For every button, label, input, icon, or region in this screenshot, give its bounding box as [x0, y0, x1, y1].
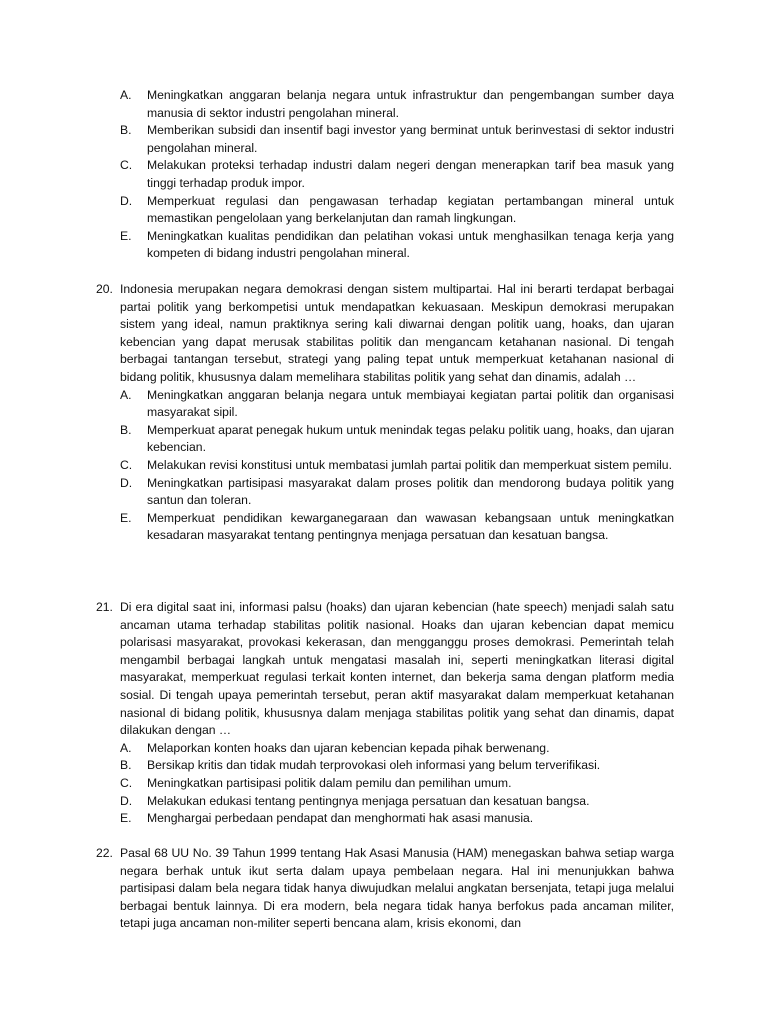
option-d[interactable] — [120, 193, 674, 228]
option-c[interactable] — [120, 457, 674, 475]
option-letter: A. — [120, 88, 132, 102]
option-text: Memperkuat aparat penegak hukum untuk menindak tegas pelaku politik uang, hoaks, dan ujaran kebencian. — [147, 422, 674, 455]
option-text: Melakukan proteksi terhadap industri dalam negeri dengan menerapkan tarif bea masuk yang tinggi terhadap produk impor. — [147, 158, 674, 190]
option-a[interactable] — [120, 740, 674, 758]
option-text: Menghargai perbedaan pendapat dan menghormati hak asasi manusia. — [147, 811, 534, 826]
option-letter: B. — [120, 422, 132, 437]
option-letter: A. — [120, 387, 132, 402]
option-letter: D. — [120, 793, 133, 808]
option-letter: E. — [120, 510, 132, 525]
option-letter: D. — [120, 475, 133, 490]
question-19-options — [120, 87, 674, 263]
option-e[interactable] — [120, 228, 674, 263]
option-c[interactable] — [120, 157, 674, 192]
option-text: Memberikan subsidi dan insentif bagi investor yang berminat untuk berinvestasi di sektor industri pengolahan mineral. — [147, 123, 674, 155]
question-text: Pasal 68 UU No. 39 Tahun 1999 tentang Hak Asasi Manusia (HAM) menegaskan bahwa setiap warga negara berhak untuk ikut serta dalam upaya pembelaan negara. Hal ini menunjukkan bahwa partisipasi dalam bela negara tidak hanya diwujudkan melalui angkatan bersenjata, tetapi juga melalui berbagai bentuk lainnya. Di era modern, bela negara tidak hanya berfokus pada ancaman militer, tetapi juga ancaman non-militer seperti bencana alam, krisis ekonomi, dan — [120, 846, 674, 931]
option-text: Melakukan revisi konstitusi untuk membatasi jumlah partai politik dan memperkuat sistem pemilu. — [147, 457, 672, 472]
option-letter: C. — [120, 457, 133, 472]
option-letter: B. — [120, 123, 132, 138]
question-20-options — [120, 387, 674, 545]
option-d[interactable] — [120, 793, 674, 811]
question-21-options — [120, 740, 674, 828]
option-letter: D. — [120, 193, 133, 208]
option-e[interactable] — [120, 510, 674, 545]
question-22 — [96, 845, 674, 933]
question-number: 21. — [96, 600, 113, 614]
option-letter: C. — [120, 775, 133, 790]
option-letter: A. — [120, 740, 132, 755]
option-b[interactable] — [120, 122, 674, 157]
option-text: Meningkatkan anggaran belanja negara untuk infrastruktur dan pengembangan sumber daya manusia di sektor industri pengolahan mineral. — [147, 88, 674, 120]
option-text: Melaporkan konten hoaks dan ujaran kebencian kepada pihak berwenang. — [147, 740, 550, 755]
question-text: Indonesia merupakan negara demokrasi dengan sistem multipartai. Hal ini berarti terdapat berbagai partai politik yang berkompetisi untuk mendapatkan kekuasaan. Meskipun demokrasi merupakan sistem yang ideal, namun praktiknya sering kali diwarnai dengan politik uang, hoaks, dan ujaran kebencian yang dapat merusak stabilitas politik dan mengancam ketahanan nasional. Di tengah berbagai tantangan tersebut, strategi yang paling tepat untuk memperkuat ketahanan nasional di bidang politik, khususnya dalam memelihara stabilitas politik yang sehat dan dinamis, adalah … — [120, 282, 674, 384]
option-text: Bersikap kritis dan tidak mudah terprovokasi oleh informasi yang belum terverifikasi. — [147, 758, 601, 773]
option-letter: E. — [120, 811, 132, 826]
option-letter: E. — [120, 228, 132, 243]
option-letter: C. — [120, 158, 133, 173]
option-text: Meningkatkan kualitas pendidikan dan pelatihan vokasi untuk menghasilkan tenaga kerja yang kompeten di bidang industri pengolahan mineral. — [147, 228, 674, 261]
option-text: Meningkatkan anggaran belanja negara untuk membiayai kegiatan partai politik dan organisasi masyarakat sipil. — [147, 387, 674, 420]
option-a[interactable] — [120, 87, 674, 122]
option-text: Melakukan edukasi tentang pentingnya menjaga persatuan dan kesatuan bangsa. — [147, 793, 590, 808]
option-text: Meningkatkan partisipasi politik dalam pemilu dan pemilihan umum. — [147, 775, 512, 790]
option-e[interactable] — [120, 810, 674, 828]
option-b[interactable] — [120, 757, 674, 775]
option-c[interactable] — [120, 775, 674, 793]
option-d[interactable] — [120, 475, 674, 510]
option-letter: B. — [120, 758, 132, 773]
option-text: Memperkuat pendidikan kewarganegaraan dan wawasan kebangsaan untuk meningkatkan kesadaran masyarakat tentang pentingnya menjaga persatuan dan kesatuan bangsa. — [147, 510, 674, 543]
question-19 — [96, 87, 674, 263]
question-20 — [96, 281, 674, 545]
question-text: Di era digital saat ini, informasi palsu (hoaks) dan ujaran kebencian (hate speech) menjadi salah satu ancaman utama terhadap stabilitas politik nasional. Hoaks dan ujaran kebencian dapat memicu polarisasi masyarakat, provokasi kekerasan, dan mengganggu proses demokrasi. Pemerintah telah mengambil berbagai langkah untuk mengatasi masalah ini, seperti meningkatkan literasi digital masyarakat, memperkuat regulasi terkait konten internet, dan bekerja sama dengan platform media sosial. Di tengah upaya pemerintah tersebut, peran aktif masyarakat dalam memperkuat ketahanan nasional di bidang politik, khususnya dalam menjaga stabilitas politik yang sehat dan dinamis, dapat dilakukan dengan … — [120, 600, 674, 738]
option-text: Memperkuat regulasi dan pengawasan terhadap kegiatan pertambangan mineral untuk memastikan pengelolaan yang berkelanjutan dan ramah lingkungan. — [147, 193, 674, 226]
question-number: 22. — [96, 846, 113, 860]
option-text: Meningkatkan partisipasi masyarakat dalam proses politik dan mendorong budaya politik yang santun dan toleran. — [147, 475, 674, 508]
question-number: 20. — [96, 282, 113, 296]
question-21 — [96, 599, 674, 828]
option-a[interactable] — [120, 387, 674, 422]
option-b[interactable] — [120, 422, 674, 457]
